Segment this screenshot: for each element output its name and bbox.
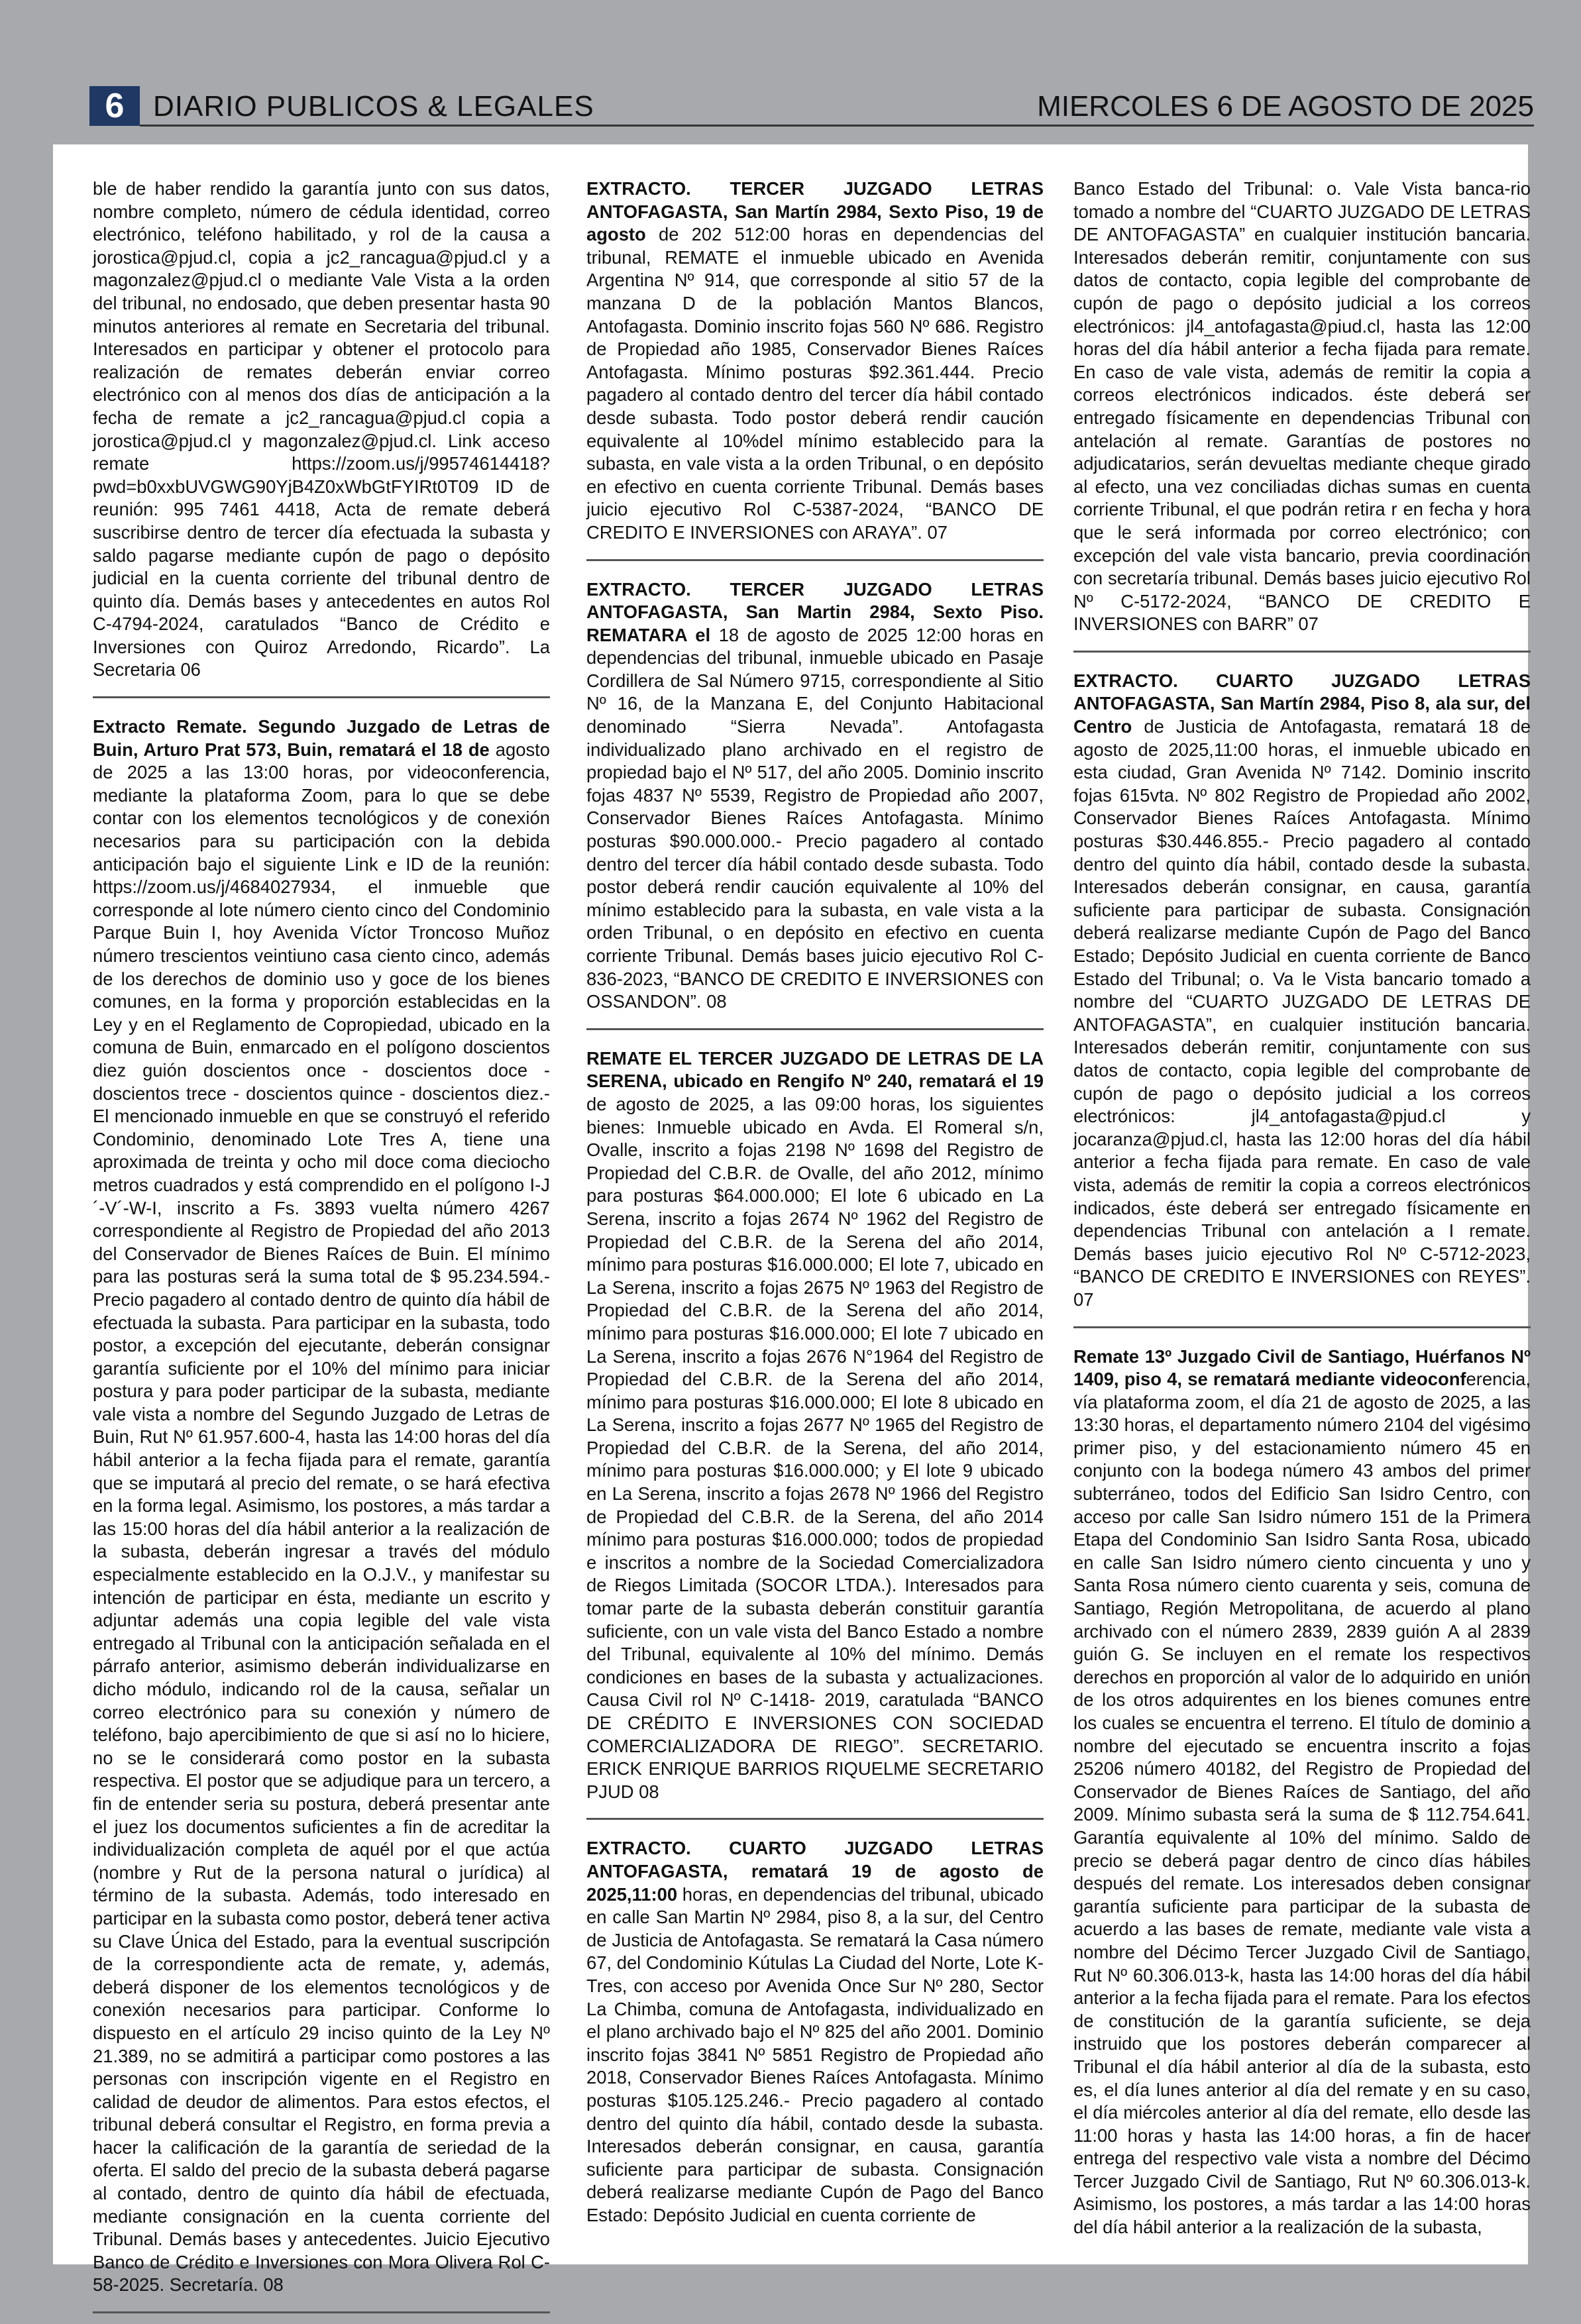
notice-antofagasta-4-gran-avenida — [1073, 670, 1531, 1312]
notice-buin — [93, 715, 550, 2297]
notice-body: 18 de agosto de 2025 12:00 horas en dependencias del tribunal, inmueble ubicado en Pasaje Cordillera de Sal Número 9715, correspondiente al Sitio Nº 16, de la Manzana E, del Conjunto Habitacional denominado “Sierra Nevada”. Antofagasta individualizado plano archivado en el registro de propiedad bajo el Nº 517, del año 2005. Dominio inscrito fojas 4837 Nº 5539, Registro de Propiedad año 2007, Conservador Bienes Raíces Antofagasta. Mínimo posturas $90.000.000.- Precio pagadero al contado dentro del tercer día hábil contado desde subasta. Todo postor deberá rendir caución equivalente al 10% del mínimo establecido para la subasta, en vale vista a la orden Tribunal, o en depósito en efectivo en cuenta corriente Tribunal. Demás bases juicio ejecutivo Rol C-836-2023, “BANCO DE CREDITO E INVERSIONES con OSSANDON”. 08 — [586, 624, 1044, 1012]
notice-la-serena — [586, 1047, 1044, 1804]
notice-body: agosto de 2025 a las 13:00 horas, por videoconferencia, mediante la plataforma Zoom, para lo que se debe contar con los elementos tecnológicos y de conexión necesarios para su participación con la debida anticipación bajo el siguiente Link e ID de la reunión: https://zoom.us/j/4684027934, el inmueble que corresponde al lote número ciento cinco del Condominio Parque Buin I, hoy Avenida Víctor Troncoso Muñoz número trescientos veintiuno casa ciento cinco, además de los derechos de dominio uso y goce de los bienes comunes, en la forma y proporción establecidas en la Ley y en el Reglamento de Copropiedad, ubicado en la comuna de Buin, enmarcado en el polígono doscientos diez guión doscientos once - doscientos doce - doscientos trece - doscientos quince - doscientos diez.- El mencionado inmueble en que se construyó el referido Condominio, denominado Lote Tres A, tiene una aproximada de treinta y ocho mil doce coma dieciocho metros cuadrados y está comprendido en el polígono I-J´-V´-W-I, inscrito a Fs. 3893 vuelta número 4267 correspondiente al Registro de Propiedad del año 2013 del Conservador de Bienes Raíces de Buin. El mínimo para las posturas será la suma total de $ 95.234.594.- Precio pagadero al contado dentro de quinto día hábil de efectuada la subasta. Para participar en la subasta, todo postor, a excepción del ejecutante, deberán consignar garantía suficiente por el 10% del mínimo para iniciar postura y para poder participar de la subasta, mediante vale vista a nombre del Segundo Juzgado de Letras de Buin, Rut Nº 61.957.600-4, hasta las 14:00 horas del día hábil anterior a la fecha fijada para el remate, garantía que se imputará al precio del remate, o se hará efectiva en la forma legal. Asimismo, los postores, a más tardar a las 15:00 horas del día hábil anterior a la realización de la subasta, deberán ingresar a través del módulo especialmente establecido en la O.J.V., y manifestar su intención de participar en ésta, mediante un escrito y adjuntar además una copia legible del vale vista entregado al Tribunal con la anticipación señalada en el párrafo anterior, asimismo deberán individualizarse en dicho módulo, indicando rol de la causa, señalar un correo electrónico para su conexión y número de teléfono, bajo apercibimiento de que si así no lo hiciere, no se le considerará como postor en la subasta respectiva. El postor que se adjudique para un tercero, a fin de entender seria su postura, deberá presentar ante el juez los documentos suficientes a fin de acreditar la individualización completa de aquél por el que actúa (nombre y Rut de la persona natural o jurídica) al término de la subasta. Además, todo interesado en participar en la subasta como postor, deberá tener activa su Clave Única del Estado, para la eventual suscripción de la correspondiente acta de remate, y, además, deberá disponer de los elementos tecnológicos y de conexión necesarios para participar. Conforme lo dispuesto en el artículo 29 inciso quinto de la Ley Nº 21.389, no se admitirá a participar como postores a las personas con inscripción vigente en el Registro en calidad de deudor de alimentos. Para estos efectos, el tribunal deberá consultar el Registro, en forma previa a hacer la calificación de la garantía de seriedad de la oferta. El saldo del precio de la subasta deberá pagarse al contado, dentro de quinto día hábil de efectuada, mediante consignación en la cuenta corriente del Tribunal. Demás bases y antecedentes. Juicio Ejecutivo Banco de Crédito e Inversiones con Mora Olivera Rol C-58-2025. Secretaría. 08 — [93, 739, 550, 2296]
notice-heading: EXTRACTO. TERCER JUZGADO LETRAS ANTOFAGASTA, San Martín 2984, Sexto Piso, 19 de agosto — [586, 178, 1044, 245]
header-rule — [140, 125, 1534, 127]
notice-heading: EXTRACTO. TERCER JUZGADO LETRAS ANTOFAGASTA, San Martin 2984, Sexto Piso. REMATARA el — [586, 578, 1044, 645]
notice-antofagasta-3-argentina — [586, 178, 1044, 545]
notice-body: horas, en dependencias del tribunal, ubicado en calle San Martin Nº 2984, piso 8, a la sur, del Centro de Justicia de Antofagasta. Se rematará la Casa número 67, del Condominio Kútulas La Ciudad del Norte, Lote K-Tres, con acceso por Avenida Once Sur Nº 280, Sector La Chimba, comuna de Antofagasta, individualizado en el plano archivado bajo el Nº 825 del año 2001. Dominio inscrito fojas 3841 Nº 5851 Registro de Propiedad año 2018, Conservador Bienes Raíces Antofagasta. Mínimo posturas $105.125.246.- Precio pagadero al contado dentro del quinto día hábil, contado desde la subasta. Interesados deberán consignar, en causa, garantía suficiente para participar de subasta. Consignación deberá realizarse mediante Cupón de Pago del Banco Estado: Depósito Judicial en cuenta corriente de — [586, 1883, 1044, 2225]
notice-body: de 202 512:00 horas en dependencias del tribunal, REMATE el inmueble ubicado en Avenida Argentina Nº 914, que corresponde al sitio 57 de la manzana D de la población Mantos Blancos, Antofagasta. Dominio inscrito fojas 560 Nº 686. Registro de Propiedad año 1985, Conservador Bienes Raíces Antofagasta. Mínimo posturas $92.361.444. Precio pagadero al contado dentro del tercer día hábil contado desde subasta. Todo postor deberá rendir caución equivalente al 10%del mínimo establecido para la subasta, en vale vista a la orden Tribunal, o en depósito en efectivo en cuenta corriente Tribunal. Demás bases juicio ejecutivo Rol C-5387-2024, “BANCO DE CREDITO E INVERSIONES con ARAYA”. 07 — [586, 224, 1044, 543]
notice-rancagua-continuation: ble de haber rendido la garantía junto con sus datos, nombre completo, número de cédula identidad, correo electrónico, teléfono habilitado, y rol de la causa a jorostica@pjud.cl, copia a jc2_rancagua@pjud.cl y a magonzalez@pjud.cl o mediante Vale Vista a la orden del tribunal, no endosado, que deben presentar hasta 90 minutos anteriores al remate en Secretaria del tribunal. Interesados en participar y obtener el protocolo para realización de remates deberán enviar correo electrónico con al menos dos días de anticipación a la fecha de remate a jc2_rancagua@pjud.cl copia a jorostica@pjud.cl y magonzalez@pjud.cl. Link acceso remate https://zoom.us/j/99574614418?pwd=b0xxbUVGWG90YjB4Z0xWbGtFYIRt0T09 ID de reunión: 995 7461 4418, Acta de remate deberá suscribirse dentro de tercer día efectuada la subasta y saldo pagarse mediante cupón de pago o depósito judicial en la cuenta corriente del tribunal dentro de quinto día. Demás bases y antecedentes en autos Rol C-4794-2024, caratulados “Banco de Crédito e Inversiones con Quiroz Arredondo, Ricardo”. La Secretaria 06 — [93, 178, 550, 680]
notice-heading: EXTRACTO. CUARTO JUZGADO LETRAS ANTOFAGASTA, rematará 19 de agosto de 2025,11:00 — [586, 1838, 1044, 1905]
column-3 — [1073, 178, 1531, 2258]
publication-title: DIARIO PUBLICOS & LEGALES — [153, 90, 594, 123]
notice-heading: Extracto Remate. Segundo Juzgado de Letras de Buin, Arturo Prat 573, Buin, rematará el 18 de — [93, 716, 550, 760]
notice-separator — [586, 559, 1044, 561]
notice-santiago-13 — [1073, 1346, 1531, 2239]
notice-separator — [586, 1818, 1044, 1820]
notice-heading: EXTRACTO. CUARTO JUZGADO LETRAS ANTOFAGASTA, San Martín 2984, Piso 8, ala sur, del Centro — [1073, 670, 1531, 737]
notice-body: de Justicia de Antofagasta, rematará 18 de agosto de 2025,11:00 horas, el inmueble ubicado en esta ciudad, Gran Avenida Nº 7142. Dominio inscrito fojas 615vta. Nº 802 Registro de Propiedad año 2002, Conservador Bienes Raíces Antofagasta. Mínimo posturas $30.446.855.- Precio pagadero al contado dentro del quinto día hábil, contado desde la subasta. Interesados deberán consignar, en causa, garantía suficiente para participar de subasta. Consignación deberá realizarse mediante Cupón de Pago del Banco Estado; Depósito Judicial en cuenta corriente de Banco Estado del Tribunal; o. Va le Vista bancario tomado a nombre del “CUARTO JUZGADO DE LETRAS DE ANTOFAGASTA”, en cualquier institución bancaria. Interesados deberán remitir, conjuntamente con sus datos de contacto, copia legible del comprobante de cupón de pago o depósito judicial a los correos electrónicos: jl4_antofagasta@pjud.cl y jocaranza@pjud.cl, hasta las 12:00 horas del día hábil anterior a fecha fijada para remate. En caso de vale vista, además de remitir la copia a correos electrónicos indicados, éste deberá ser entregado físicamente en dependencias Tribunal con antelación a I remate. Demás bases juicio ejecutivo Rol Nº C-5712-2023, “BANCO DE CREDITO E INVERSIONES con REYES”. 07 — [1073, 716, 1531, 1310]
notice-antofagasta-3-cordillera — [586, 578, 1044, 1014]
column-2 — [586, 178, 1044, 2258]
notice-separator — [586, 1028, 1044, 1030]
notice-body: de agosto de 2025, a las 09:00 horas, los siguientes bienes: Inmueble ubicado en Avda. El Romeral s/n, Ovalle, inscrito a fojas 2198 Nº 1698 del Registro de Propiedad del C.B.R. de Ovalle, del año 2012, mínimo para posturas $64.000.000; El lote 6 ubicado en La Serena, inscrito a fojas 2674 Nº 1962 del Registro de Propiedad del C.B.R. de la Serena del año 2014, mínimo para posturas $16.000.000; El lote 7, ubicado en La Serena, inscrito a fojas 2675 Nº 1963 del Registro de Propiedad del C.B.R. de la Serena del año 2014, mínimo para posturas $16.000.000; El lote 7 ubicado en La Serena, inscrito a fojas 2676 N°1964 del Registro de Propiedad del C.B.R. de la Serena del año 2014, mínimo para posturas $16.000.000; El lote 8 ubicado en La Serena, inscrito a fojas 2677 Nº 1965 del Registro de Propiedad del C.B.R. de la Serena, del año 2014, mínimo para posturas $16.000.000; y El lote 9 ubicado en La Serena, inscrito a fojas 2678 Nº 1966 del Registro de Propiedad del C.B.R. de la Serena, del año 2014 mínimo para posturas $16.000.000; todos de propiedad e inscritos a nombre de la Sociedad Comercializadora de Riegos Limitada (SOCOR LTDA.). Interesados para tomar parte de la subasta deberán constituir garantía suficiente, con un vale vista del Banco Estado a nombre del Tribunal, equivalente al 10% del mínimo. Demás condiciones en bases de la subasta y actualizaciones. Causa Civil rol Nº C-1418- 2019, caratulada “BANCO DE CRÉDITO E INVERSIONES CON SOCIEDAD COMERCIALIZADORA DE RIEGO”. SECRETARIO. ERICK ENRIQUE BARRIOS RIQUELME SECRETARIO PJUD 08 — [586, 1093, 1044, 1802]
notice-separator — [93, 2311, 550, 2313]
notice-separator — [93, 696, 550, 698]
notice-heading: REMATE EL TERCER JUZGADO DE LETRAS DE LA SERENA, ubicado en Rengifo Nº 240, rematará el 19 — [586, 1047, 1044, 1092]
notice-separator — [1073, 651, 1531, 653]
page-number: 6 — [89, 86, 140, 126]
notice-body: erencia, vía plataforma zoom, el día 21 de agosto de 2025, a las 13:30 horas, el departamento número 2104 del vigésimo primer piso, y del estacionamiento número 45 en conjunto con la bodega número 43 ambos del primer subterráneo, todos del Edificio San Isidro Centro, con acceso por calle San Isidro número 151 de la Primera Etapa del Condominio San Isidro Santa Rosa, ubicado en calle San Isidro número ciento cincuenta y uno y Santa Rosa número ciento cuarenta y seis, comuna de Santiago, Región Metropolitana, de acuerdo al plano archivado con el número 2839, 2839 guión A al 2839 guión G. Se incluyen en el remate los respectivos derechos en proporción al valor de lo adquirido en unión de los otros adquirentes en los bienes comunes entre los cuales se encuentra el terreno. El título de dominio a nombre del ejecutado se encuentra inscrito a fojas 25206 número 40182, del Registro de Propiedad del Conservador de Bienes Raíces de Santiago, del año 2009. Mínimo subasta será la suma de $ 112.754.641. Garantía equivalente al 10% del mínimo. Saldo de precio se deberá pagar dentro de cinco días hábiles después del remate. Los interesados deben consignar garantía suficiente para participar de la subasta de acuerdo a las bases de remate, mediante vale vista a nombre del Décimo Tercer Juzgado Civil de Santiago, Rut Nº 60.306.013-k, hasta las 14:00 horas del día hábil anterior a la fecha fijada para el remate. Para los efectos de constitución de la garantía suficiente, se deja instruido que los postores deberán comparecer al Tribunal el día hábil anterior al día de la subasta, esto es, el día lunes anterior al día del remate y en su caso, el día miércoles anterior al día del remate, ello desde las 11:00 horas y hasta las 14:00 horas, a fin de hacer entrega del respectivo vale vista a nombre del Décimo Tercer Juzgado Civil de Santiago, Rut Nº 60.306.013-k. Asimismo, los postores, a más tardar a las 14:00 horas del día hábil anterior a la realización de la subasta, — [1073, 1369, 1531, 2238]
page-sheet — [53, 144, 1531, 2296]
notice-separator — [1073, 1326, 1531, 1328]
notice-antofagasta-4-kutulas — [586, 1837, 1044, 2227]
column-1 — [93, 178, 550, 2296]
publication-date: MIERCOLES 6 DE AGOSTO DE 2025 — [1037, 90, 1534, 123]
page-header — [89, 86, 1534, 126]
notice-heading: Remate 13º Juzgado Civil de Santiago, Huérfanos Nº 1409, piso 4, se rematará mediante videoconf — [1073, 1346, 1531, 1390]
notice-antofagasta-4-kutulas-continuation: Banco Estado del Tribunal: o. Vale Vista banca-rio tomado a nombre del “CUARTO JUZGADO DE LETRAS DE ANTOFAGASTA” en cualquier institución bancaria. Interesados deberán remitir, conjuntamente con sus datos de contacto, copia legible del comprobante de cupón de pago o depósito judicial a los correos electrónicos: jl4_antofagasta@piud.cl, hasta las 12:00 horas del día hábil anterior a fecha fijada para remate. En caso de vale vista, además de remitir la copia a correos electrónicos indicados. éste deberá ser entregado físicamente en dependencias Tribunal con antelación al remate. Garantías de postores no adjudicatarios, serán devueltas mediante cheque girado al efecto, una vez conciliadas dichas sumas en cuenta corriente Tribunal, el que podrán retira r en fecha y hora que le será informada por correo electrónico; con excepción del vale vista bancario, previa coordinación con secretaría tribunal. Demás bases juicio ejecutivo Rol Nº C-5172-2024, “BANCO DE CREDITO E INVERSIONES con BARR” 07 — [1073, 178, 1531, 635]
